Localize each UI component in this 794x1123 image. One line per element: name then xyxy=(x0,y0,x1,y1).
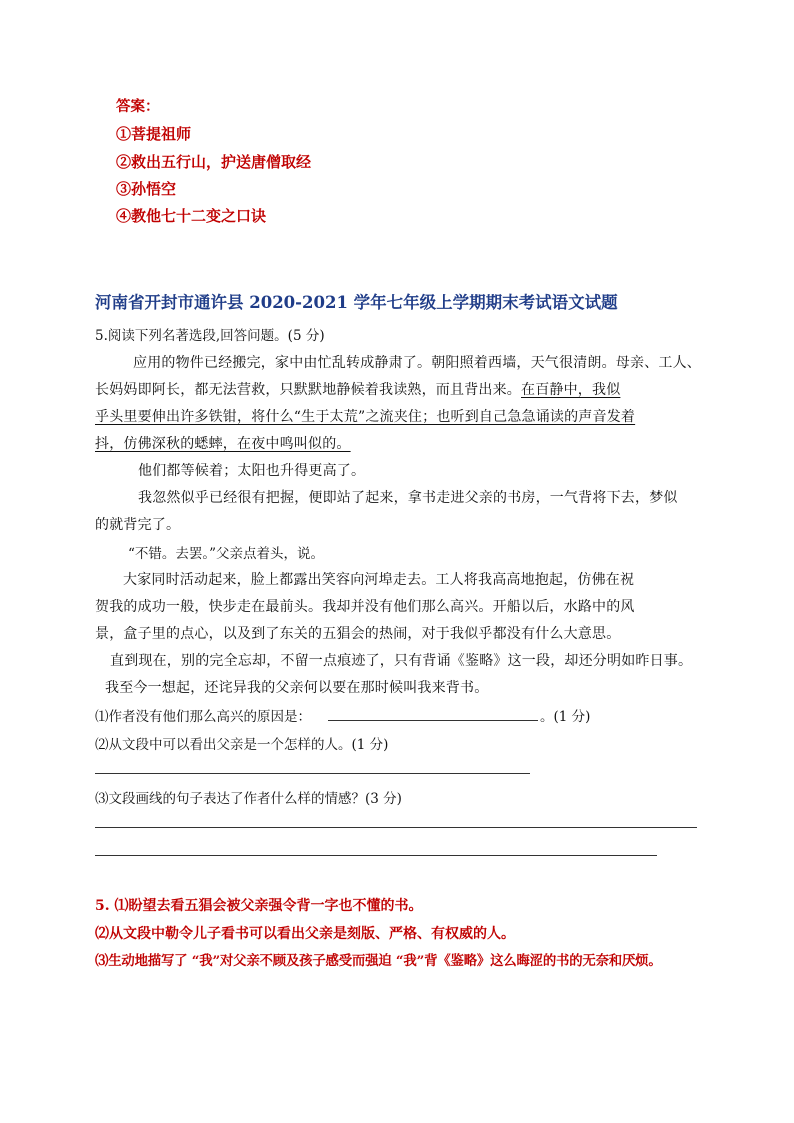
answer-1: 5. ⑴盼望去看五猖会被父亲强令背一字也不懂的书。 xyxy=(95,898,423,914)
answer-blank-1[interactable] xyxy=(328,720,538,721)
passage-line: 他们都等候着；太阳也升得更高了。 xyxy=(138,463,366,479)
passage-line: “不错。去罢。”父亲点着头，说。 xyxy=(128,546,325,562)
passage-line: 我忽然似乎已经很有把握，便即站了起来，拿书走进父亲的书房，一气背将下去，梦似 xyxy=(138,490,678,506)
passage-line: 的就背完了。 xyxy=(95,517,181,533)
passage-line: 我至今一想起，还诧异我的父亲何以要在那时候叫我来背书。 xyxy=(105,680,489,696)
passage-text: 长妈妈即阿长，都无法营救，只默默地静候着我读熟，而且背出来。 xyxy=(95,382,521,398)
answer-3: ⑶生动地描写了 “我”对父亲不顾及孩子感受而强迫 “我”背《鉴略》这么晦涩的书的无奈和厌烦。 xyxy=(95,953,662,969)
question-stem: 5.阅读下列名著选段,回答问题。(5 分) xyxy=(95,328,325,344)
section-title: 河南省开封市通许县 2020-2021 学年七年级上学期期末考试语文试题 xyxy=(95,293,618,312)
sub-question-2: ⑵从文段中可以看出父亲是一个怎样的人。(1 分) xyxy=(95,737,389,753)
underlined-sentence: 乎头里要伸出许多铁钳，将什么“生于太荒”之流夹住；也听到自己急急诵读的声音发着 xyxy=(95,409,636,425)
answer-line-3b[interactable] xyxy=(95,855,657,856)
answer-2: ⑵从文段中勒令儿子看书可以看出父亲是刻版、严格、有权威的人。 xyxy=(95,926,515,942)
sub-question-1-text: ⑴作者没有他们那么高兴的原因是： xyxy=(95,709,311,725)
sub-question-1 xyxy=(95,705,311,725)
answer-item-4: ④教他七十二变之口诀 xyxy=(116,207,267,225)
passage-line: 景，盒子里的点心，以及到了东关的五猖会的热闹，对于我似乎都没有什么大意思。 xyxy=(95,626,621,642)
answer-item-1: ①菩提祖师 xyxy=(116,125,192,143)
answer-line-2[interactable] xyxy=(95,773,530,774)
sub-question-1-points: 。(1 分) xyxy=(540,709,591,725)
passage-line: 贺我的成功一般，快步走在最前头。我却并没有他们那么高兴。开船以后，水路中的风 xyxy=(95,599,635,615)
underlined-sentence: 抖，仿佛深秋的蟋蟀，在夜中鸣叫似的。 xyxy=(95,436,351,452)
answer-item-3: ③孙悟空 xyxy=(116,180,177,198)
answer-line-3a[interactable] xyxy=(95,827,697,828)
passage-line: 直到现在，别的完全忘却，不留一点痕迹了，只有背诵《鉴略》这一段，却还分明如昨日事。 xyxy=(110,653,693,669)
passage-line xyxy=(95,379,620,399)
answer-header: 答案： xyxy=(116,98,160,115)
underlined-sentence: 在百静中，我似 xyxy=(521,382,621,398)
passage-line: 应用的物件已经搬完，家中由忙乱转成静肃了。朝阳照着西墙，天气很清朗。母亲、工人、 xyxy=(133,355,701,371)
passage-line: 大家同时活动起来，脸上都露出笑容向河埠走去。工人将我高高地抱起，仿佛在祝 xyxy=(123,572,635,588)
sub-question-3: ⑶文段画线的句子表达了作者什么样的情感？(3 分) xyxy=(95,791,402,807)
answer-item-2: ②救出五行山，护送唐僧取经 xyxy=(116,153,312,171)
